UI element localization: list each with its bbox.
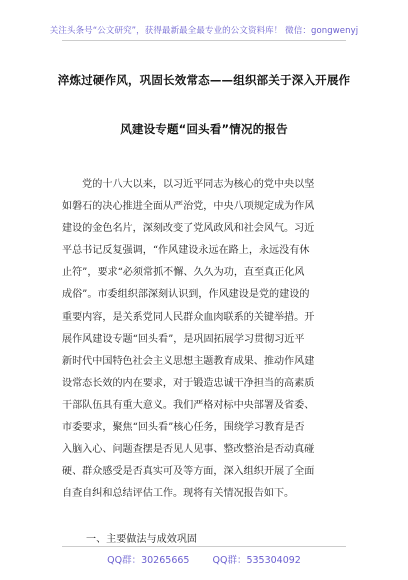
document-title-line-1: 淬炼过硬作风，巩固长效常态——组织部关于深入开展作 [57, 73, 351, 87]
body-line: 如磐石的决心推进全面从严治党，中央八项规定成为作风 [62, 201, 315, 213]
body-line: 新时代中国特色社会主义思想主题教育成果、推动作风建 [62, 355, 315, 367]
section-heading: 一、主要做法与成效巩固 [86, 534, 198, 545]
body-line: 市委要求，聚焦“回头看”核心任务，围绕学习教育是否 [62, 422, 305, 434]
body-line: 重要内容，是关系党同人民群众血肉联系的关键举措。开 [62, 311, 315, 323]
header-banner: 关注头条号“公文研究”，获得最新最全最专业的公文资料库！ 微信：gongwenyj [49, 26, 359, 36]
document-body [62, 174, 350, 505]
body-line: 硬、群众感受是否真实可及等方面，深入组织开展了全面 [62, 466, 315, 478]
body-line: 党的十八大以来，以习近平同志为核心的党中央以坚 [62, 179, 315, 190]
body-line: 建设的金色名片，深刻改变了党风政风和社会风气。习近 [62, 223, 315, 235]
body-line: 设常态长效的内在要求，对于锻造忠诚干净担当的高素质 [62, 377, 315, 389]
body-line: 成俗”。市委组织部深刻认识到，作风建设是党的建设的 [62, 289, 310, 301]
body-line: 止符”，要求“必须常抓不懈、久久为功，直至真正化风 [62, 267, 305, 279]
body-line: 平总书记反复强调，“作风建设永远在路上，永远没有休 [62, 245, 310, 257]
document-title-line-2: 风建设专题“回头看”情况的报告 [120, 122, 288, 136]
body-line: 干部队伍具有重大意义。我们严格对标中央部署及省委、 [62, 399, 315, 411]
footer [0, 552, 408, 566]
body-line: 展作风建设专题“回头看”，是巩固拓展学习贯彻习近平 [62, 333, 305, 345]
body-line: 自查自纠和总结评估工作。现将有关情况报告如下。 [62, 488, 295, 500]
footer-qq-group-2: QQ群：535304092 [212, 555, 301, 566]
body-line: 入脑入心、问题查摆是否见人见事、整改整治是否动真碰 [62, 444, 315, 456]
header-divider [62, 40, 346, 41]
footer-divider [62, 546, 346, 547]
footer-qq-group-1: QQ群：30265665 [107, 555, 190, 566]
